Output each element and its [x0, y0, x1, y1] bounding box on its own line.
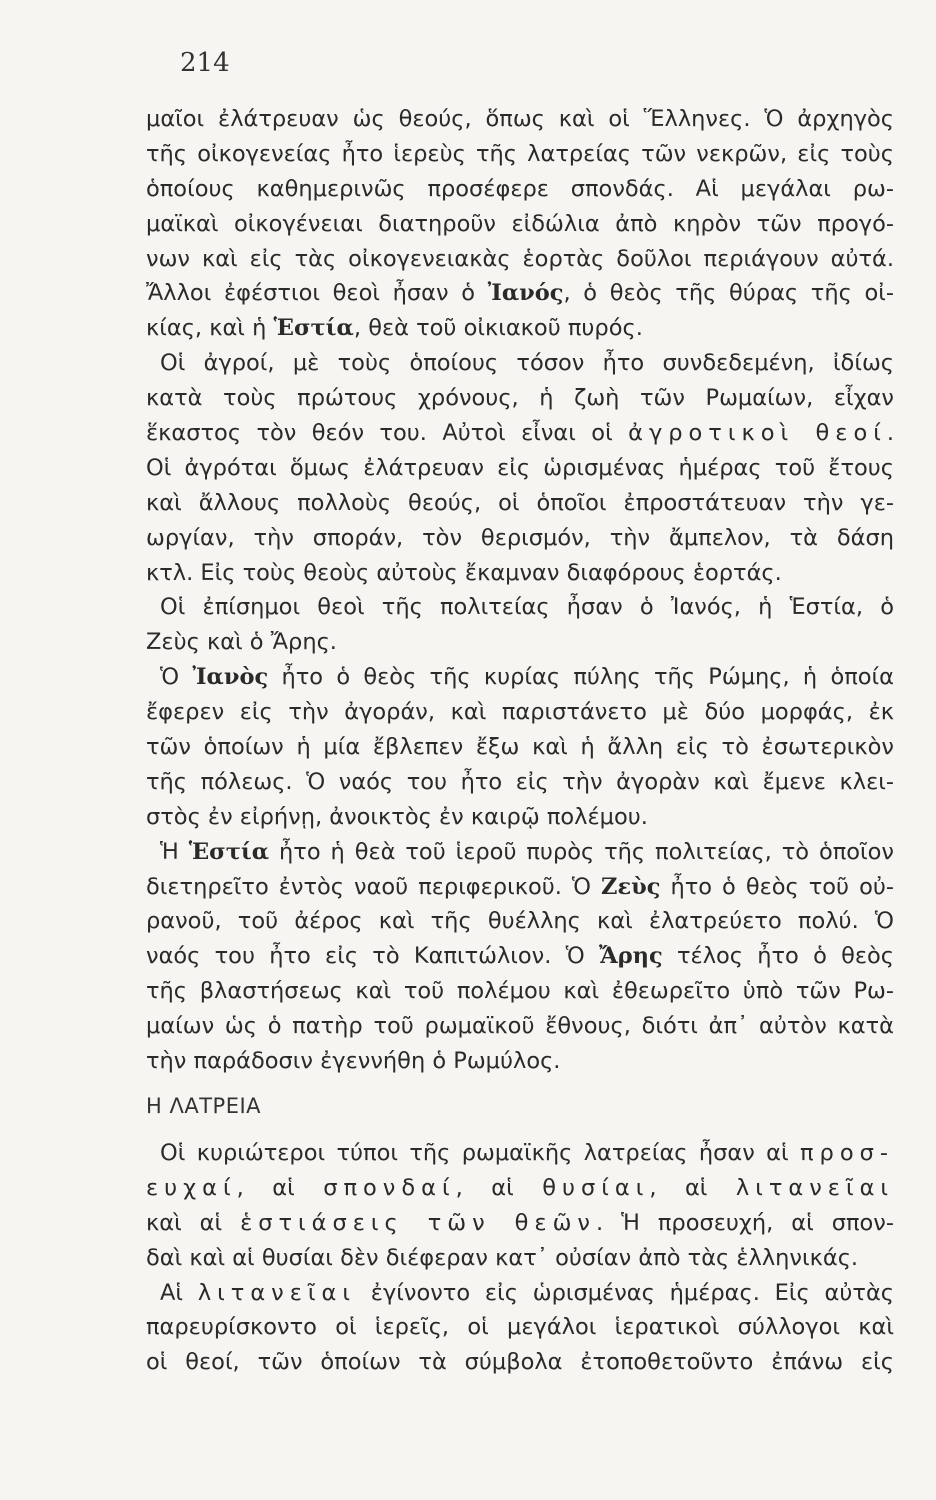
text-line: ναός του ἦτο εἰς τὸ Καπιτώλιον. Ὁ Ἄρης τέλος ἦτο ὁ θεὸς [146, 943, 894, 970]
main-text [146, 102, 894, 1079]
emphasis-name: Ἄρης [599, 943, 663, 970]
text-line: ὁποίους καθημερινῶς προσέφερε σπονδάς. Αἱ μεγάλαι ρω- [146, 175, 894, 202]
text-line: Ὁ Ἰανὸς ἦτο ὁ θεὸς τῆς κυρίας πύλης τῆς Ρώμης, ἡ ὁποία [160, 664, 894, 691]
text-line: τῆς βλαστήσεως καὶ τοῦ πολέμου καὶ ἐθεωρεῖτο ὑπὸ τῶν Ρω- [146, 978, 894, 1005]
emphasis-name: Ἑστία [273, 315, 354, 342]
text-line: Οἱ κυριώτεροι τύποι τῆς ρωμαϊκῆς λατρείας ἦσαν αἱ προσ- [160, 1140, 894, 1166]
text-line: νων καὶ εἰς τὰς οἰκογενειακὰς ἑορτὰς δοῦλοι περιάγουν αὐτά. [146, 245, 894, 272]
text-line: Οἱ ἀγρόται ὅμως ἐλάτρευαν εἰς ὡρισμένας ἡμέρας τοῦ ἔτους [146, 454, 894, 481]
text-line: ωργίαν, τὴν σποράν, τὸν θερισμόν, τὴν ἄμπελον, τὰ δάση [146, 524, 894, 551]
text-line: τῆς πόλεως. Ὁ ναός του ἦτο εἰς τὴν ἀγορὰν καὶ ἔμενε κλει- [146, 768, 894, 795]
text-line: μαίων ὡς ὁ πατὴρ τοῦ ρωμαϊκοῦ ἔθνους, διότι ἀπ᾽ αὐτὸν κατὰ [146, 1013, 894, 1040]
text-line: Αἱ λιτανεῖαι ἐγίνοντο εἰς ὡρισμένας ἡμέρας. Εἰς αὐτὰς [160, 1279, 894, 1306]
text-line: καὶ αἱ ἑστιάσεις τῶν θεῶν. Ἡ προσευχή, αἱ σπον- [146, 1209, 894, 1236]
spaced-term: ἑστιάσεις τῶν θεῶν [240, 1209, 596, 1236]
text-line: κτλ. Εἰς τοὺς θεοὺς αὐτοὺς ἔκαμναν διαφόρους ἑορτάς. [146, 559, 782, 586]
spaced-term: σπονδαί [323, 1174, 456, 1201]
page-number: 214 [180, 48, 230, 78]
text-line: μαῖοι ἐλάτρευαν ὡς θεούς, ὅπως καὶ οἱ Ἕλληνες. Ὁ ἀρχηγὸς [146, 106, 894, 132]
text-line: δαὶ καὶ αἱ θυσίαι δὲν διέφεραν κατ᾽ οὐσίαν ἀπὸ τὰς ἑλληνικάς. [146, 1244, 859, 1271]
emphasis-name: Ζεὺς [601, 873, 661, 900]
text-line: ευχαί, αἱ σπονδαί, αἱ θυσίαι, αἱ λιτανεῖαι [146, 1174, 894, 1201]
section-heading: Η ΛΑΤΡΕΙΑ [146, 1094, 262, 1118]
text-line: τὴν παράδοσιν ἐγεννήθη ὁ Ρωμύλος. [146, 1048, 561, 1075]
section-text [146, 1136, 894, 1380]
emphasis-name: Ἰανὸς [192, 664, 269, 691]
text-line: μαϊκαὶ οἰκογένειαι διατηροῦν εἰδώλια ἀπὸ κηρὸν τῶν προγό- [146, 210, 894, 237]
spaced-term: ἀγροτικοὶ θεοί [628, 420, 887, 447]
text-line: ἕκαστος τὸν θεόν του. Αὐτοὶ εἶναι οἱ ἀγροτικοὶ θεοί. [146, 420, 894, 447]
spaced-term: λιτανεῖαι [197, 1279, 356, 1306]
spaced-term: ευχαί [146, 1174, 237, 1201]
emphasis-name: Ἰανός [487, 280, 564, 307]
text-line: κατὰ τοὺς πρώτους χρόνους, ἡ ζωὴ τῶν Ρωμαίων, εἶχαν [146, 385, 894, 412]
text-line: καὶ ἄλλους πολλοὺς θεούς, οἱ ὁποῖοι ἐπροστάτευαν τὴν γε- [146, 489, 894, 516]
text-line: τῶν ὁποίων ἡ μία ἔβλεπεν ἔξω καὶ ἡ ἄλλη εἰς τὸ ἐσωτερικὸν [146, 734, 894, 761]
text-line: Οἱ ἐπίσημοι θεοὶ τῆς πολιτείας ἦσαν ὁ Ἰανός, ἡ Ἑστία, ὁ [160, 594, 894, 621]
spaced-term: λιτανεῖαι [735, 1174, 894, 1201]
text-line: διετηρεῖτο ἐντὸς ναοῦ περιφερικοῦ. Ὁ Ζεὺς ἦτο ὁ θεὸς τοῦ οὐ- [146, 873, 894, 900]
text-line: τῆς οἰκογενείας ἦτο ἱερεὺς τῆς λατρείας τῶν νεκρῶν, εἰς τοὺς [146, 140, 894, 167]
text-line: παρευρίσκοντο οἱ ἱερεῖς, οἱ μεγάλοι ἱερατικοὶ σύλλογοι καὶ [146, 1314, 894, 1341]
text-line: Ζεὺς καὶ ὁ Ἄρης. [146, 629, 337, 656]
text-line: Ἄλλοι ἐφέστιοι θεοὶ ἦσαν ὁ Ἰανός, ὁ θεὸς τῆς θύρας τῆς οἰ- [146, 280, 894, 307]
emphasis-name: Ἑστία [188, 838, 270, 865]
spaced-term: θυσίαι [542, 1174, 650, 1201]
text-line: ρανοῦ, τοῦ ἀέρος καὶ τῆς θυέλλης καὶ ἐλατρεύετο πολύ. Ὁ [146, 908, 894, 935]
text-line: οἱ θεοί, τῶν ὁποίων τὰ σύμβολα ἐτοποθετοῦντο ἐπάνω εἰς [146, 1349, 894, 1376]
text-line: στὸς ἐν εἰρήνῃ, ἀνοικτὸς ἐν καιρῷ πολέμου. [146, 803, 648, 830]
text-line: Οἱ ἀγροί, μὲ τοὺς ὁποίους τόσον ἦτο συνδεδεμένη, ἰδίως [160, 350, 894, 377]
text-line: κίας, καὶ ἡ Ἑστία, θεὰ τοῦ οἰκιακοῦ πυρός. [146, 315, 643, 342]
text-line: ἔφερεν εἰς τὴν ἀγοράν, καὶ παριστάνετο μὲ δύο μορφάς, ἐκ [146, 699, 894, 726]
text-line: Ἡ Ἑστία ἦτο ἡ θεὰ τοῦ ἱεροῦ πυρὸς τῆς πολιτείας, τὸ ὁποῖον [160, 838, 894, 865]
spaced-term: προσ- [800, 1140, 894, 1166]
